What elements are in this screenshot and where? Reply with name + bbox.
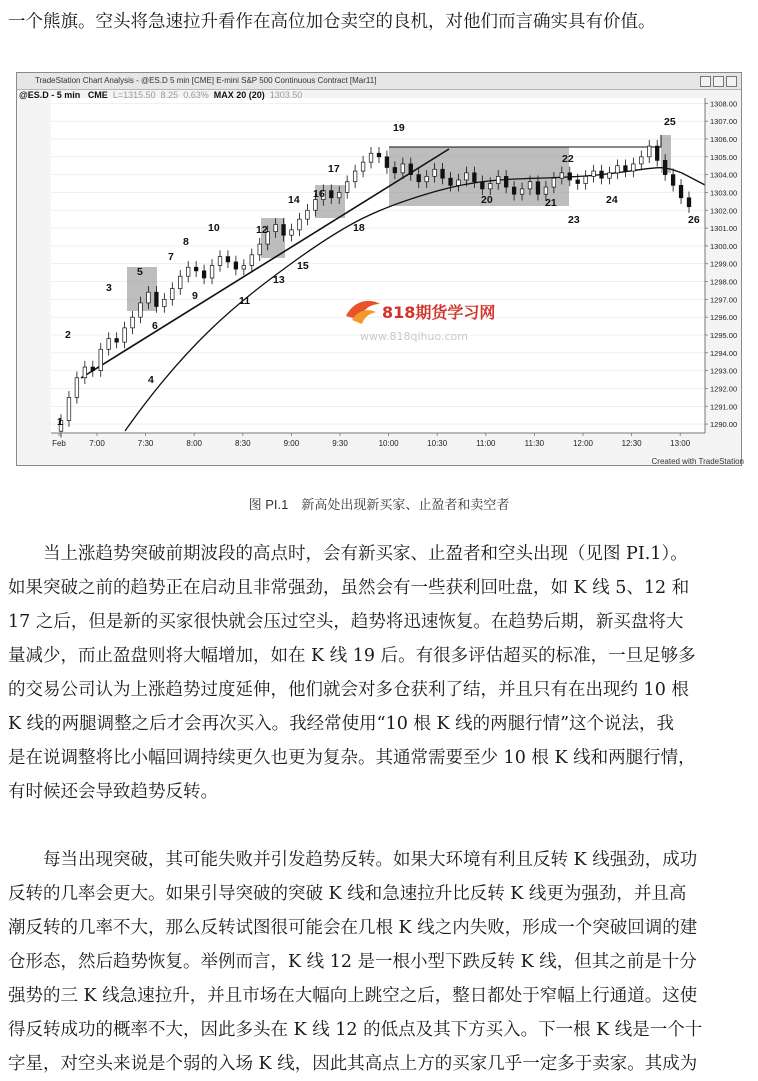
candle-body xyxy=(369,153,373,162)
text-line: 反转的几率会更大。如果引导突破的突破 K 线和急速拉升比反转 K 线更为强劲，并且高 xyxy=(8,884,687,904)
ma-value: 1303.50 xyxy=(269,90,303,100)
candle-body xyxy=(377,153,381,157)
body-paragraph xyxy=(8,843,750,1081)
minimize-icon[interactable] xyxy=(700,76,711,87)
candle-body xyxy=(163,299,167,306)
close-icon[interactable] xyxy=(726,76,737,87)
y-tick-label: 1293.00 xyxy=(710,366,738,376)
text-line: 有时候还会导致趋势反转。 xyxy=(8,782,218,802)
candle-body xyxy=(345,182,349,193)
candle-body xyxy=(290,230,294,235)
bar-label: 20 xyxy=(481,194,493,206)
candle-body xyxy=(178,276,182,288)
symbol-label: @ES.D - 5 min xyxy=(19,90,81,100)
y-tick-label: 1306.00 xyxy=(710,134,738,144)
x-tick-label: 11:30 xyxy=(524,439,545,448)
bar-label: 5 xyxy=(137,266,143,278)
change-value: 8.25 xyxy=(160,90,179,100)
candle-body xyxy=(298,219,302,230)
chart-figure xyxy=(16,72,742,466)
y-tick-label: 1299.00 xyxy=(710,259,738,269)
candle-body xyxy=(67,397,71,420)
watermark-url: www.818qihuo.com xyxy=(360,330,468,343)
chart-window-title: TradeStation Chart Analysis - @ES.D 5 min [CME] E-mini S&P 500 Continuous Contract [Mar11] xyxy=(35,76,377,85)
candle-body xyxy=(83,367,87,378)
candle-body xyxy=(218,257,222,266)
candle-body xyxy=(155,292,159,306)
candle-body xyxy=(663,160,667,174)
candle-body xyxy=(210,266,214,278)
candle-body xyxy=(186,267,190,276)
x-tick-label: 12:00 xyxy=(572,439,594,448)
bar-label: 21 xyxy=(545,197,557,209)
candle-body xyxy=(361,162,365,171)
bar-label: 23 xyxy=(568,214,580,226)
bar-label: 12 xyxy=(256,224,268,236)
candle-body xyxy=(473,173,477,182)
y-tick-label: 1296.00 xyxy=(710,313,738,323)
x-tick-label: 7:30 xyxy=(137,439,154,448)
candle-body xyxy=(417,175,421,182)
bar-label: 1 xyxy=(57,416,63,428)
x-tick-label: 9:30 xyxy=(332,439,348,448)
candle-body xyxy=(170,289,174,300)
bar-label: 19 xyxy=(393,122,405,134)
x-tick-label: 9:00 xyxy=(283,439,300,448)
body-paragraph xyxy=(8,537,750,809)
text-line: 量减少，而止盈盘则将大幅增加，如在 K 线 19 后。有很多评估超买的标准，一旦足够多 xyxy=(8,646,696,666)
chart-info-bar xyxy=(19,90,302,100)
candle-body xyxy=(425,176,429,181)
candle-body xyxy=(194,267,198,271)
candle-body xyxy=(226,257,230,262)
bar-label: 13 xyxy=(273,274,285,286)
bar-label: 14 xyxy=(288,194,300,206)
y-tick-label: 1301.00 xyxy=(710,224,738,234)
x-axis xyxy=(51,433,705,448)
chart-window-titlebar xyxy=(17,73,741,90)
bar-label: 24 xyxy=(606,194,618,206)
x-tick-label: 10:30 xyxy=(427,439,448,448)
candle-body xyxy=(258,244,262,255)
y-tick-label: 1308.00 xyxy=(710,99,738,109)
bar-label: 2 xyxy=(65,329,71,341)
candle-body xyxy=(528,182,532,189)
text-line: 如果突破之前的趋势正在启动且非常强劲，虽然会有一些获利回吐盘，如 K 线 5、12 和 xyxy=(8,578,690,598)
x-tick-label: 10:00 xyxy=(378,439,399,448)
figure-caption: 图 PI.1 新高处出现新买家、止盈者和卖空者 xyxy=(248,497,510,512)
candle-body xyxy=(353,171,357,182)
candle-body xyxy=(568,173,572,180)
candle-body xyxy=(329,191,333,198)
y-tick-label: 1303.00 xyxy=(710,188,738,198)
bar-label: 3 xyxy=(106,282,112,294)
x-tick-label: 12:30 xyxy=(621,439,642,448)
candle-body xyxy=(512,187,516,194)
candle-body xyxy=(75,378,79,398)
y-tick-label: 1291.00 xyxy=(710,402,738,412)
y-tick-label: 1305.00 xyxy=(710,152,738,162)
x-tick-label: 8:00 xyxy=(186,439,202,448)
candle-body xyxy=(337,192,341,197)
y-tick-label: 1297.00 xyxy=(710,295,738,305)
candle-body xyxy=(481,182,485,189)
bar-label: 18 xyxy=(353,222,365,234)
candle-body xyxy=(409,164,413,175)
text-line: 仓形态，然后趋势恢复。举例而言，K 线 12 是一根小型下跌反转 K 线，但其之前是十分 xyxy=(8,952,697,972)
candle-body xyxy=(433,169,437,176)
y-tick-label: 1307.00 xyxy=(710,117,738,127)
x-tick-label: Feb xyxy=(52,439,66,448)
candle-body xyxy=(242,266,246,270)
chart-credit: Created with TradeStation xyxy=(651,457,744,466)
candle-body xyxy=(536,182,540,194)
candle-body xyxy=(687,198,691,207)
candle-body xyxy=(544,187,548,194)
text-line: 强势的三 K 线急速拉升，并且市场在大幅向上跳空之后，整日都处于窄幅上行通道。这使 xyxy=(8,986,698,1006)
candle-body xyxy=(202,271,206,278)
candle-body xyxy=(647,146,651,157)
ma-label: MAX 20 (20) xyxy=(213,90,265,100)
candle-body xyxy=(679,185,683,197)
candle-body xyxy=(139,303,143,317)
candle-body xyxy=(107,339,111,350)
text-line: 字星，对空头来说是个弱的入场 K 线，因此其高点上方的买家几乎一定多于卖家。其成为 xyxy=(8,1054,698,1074)
bar-label: 17 xyxy=(328,163,340,175)
candle-body xyxy=(576,180,580,184)
y-tick-label: 1304.00 xyxy=(710,170,738,180)
candle-body xyxy=(385,157,389,168)
candle-body xyxy=(115,339,119,343)
bar-label: 11 xyxy=(239,295,251,307)
y-tick-label: 1290.00 xyxy=(710,420,738,430)
candle-body xyxy=(496,176,500,183)
candle-body xyxy=(640,157,644,164)
text-line: 潮反转的几率不大，那么反转试图很可能会在几根 K 线之内失败，形成一个突破回调的建 xyxy=(8,918,698,938)
candle-body xyxy=(504,176,508,187)
text-line: 的交易公司认为上涨趋势过度延伸，他们就会对多仓获利了结，并且只有在出现约 10 根 xyxy=(8,680,689,700)
bar-label: 8 xyxy=(183,236,189,248)
exchange-label: CME xyxy=(87,90,108,100)
text-line: 当上涨趋势突破前期波段的高点时，会有新买家、止盈者和空头出现（见图 PI.1）。 xyxy=(43,544,688,564)
candle-body xyxy=(123,328,127,342)
candle-body xyxy=(393,167,397,172)
bar-label: 10 xyxy=(208,222,220,234)
bar-label: 7 xyxy=(168,251,174,263)
text-line: 得反转成功的概率不大，因此多头在 K 线 12 的低点及其下方买入。下一根 K 线是一个十 xyxy=(8,1020,703,1040)
text-line: 每当出现突破，其可能失败并引发趋势反转。如果大环境有利且反转 K 线强劲，成功 xyxy=(43,850,698,870)
candle-body xyxy=(592,171,596,176)
candle-body xyxy=(234,262,238,269)
y-tick-label: 1292.00 xyxy=(710,384,738,394)
candle-body xyxy=(560,173,564,178)
y-tick-label: 1298.00 xyxy=(710,277,738,287)
x-tick-label: 8:30 xyxy=(235,439,251,448)
bar-label: 26 xyxy=(688,214,700,226)
candle-body xyxy=(282,225,286,236)
candle-body xyxy=(624,166,628,171)
text-line: K 线的两腿调整之后才会再次买入。我经常使用“10 根 K 线的两腿行情”这个说法，我 xyxy=(8,714,675,734)
candle-body xyxy=(91,367,95,371)
candle-body xyxy=(449,178,453,185)
top-text-line xyxy=(8,5,750,39)
bar-label: 9 xyxy=(192,290,198,302)
x-tick-label: 11:00 xyxy=(476,439,496,448)
candle-body xyxy=(131,317,135,328)
candle-body xyxy=(616,166,620,173)
candle-body xyxy=(441,169,445,178)
candle-body xyxy=(274,225,278,232)
candle-body xyxy=(632,164,636,171)
watermark-brand: 818期货学习网 xyxy=(382,303,496,322)
candle-body xyxy=(655,146,659,160)
candle-body xyxy=(147,292,151,303)
candle-body xyxy=(608,173,612,178)
bar-label: 6 xyxy=(152,320,158,332)
last-price: L=1315.50 xyxy=(112,90,156,100)
y-tick-label: 1295.00 xyxy=(710,330,738,340)
bar-label: 15 xyxy=(297,260,309,272)
change-percent: 0.63% xyxy=(183,90,209,100)
candle-body xyxy=(401,164,405,173)
candle-body xyxy=(671,175,675,186)
candle-body xyxy=(99,349,103,370)
text-line: 17 之后，但是新的买家很快就会压过空头，趋势将迅速恢复。在趋势后期，新买盘将大 xyxy=(8,612,684,632)
x-tick-label: 7:00 xyxy=(89,439,105,448)
bar-label: 25 xyxy=(664,116,676,128)
candle-body xyxy=(552,178,556,187)
text-line: 一个熊旗。空头将急速拉升看作在高位加仓卖空的良机，对他们而言确实具有价值。 xyxy=(8,12,656,32)
y-tick-label: 1302.00 xyxy=(710,206,738,216)
candle-body xyxy=(584,176,588,183)
y-tick-label: 1300.00 xyxy=(710,241,738,251)
candle-body xyxy=(520,189,524,194)
watermark-logo xyxy=(340,290,520,350)
bar-label: 16 xyxy=(313,188,325,200)
y-axis xyxy=(705,98,737,433)
maximize-icon[interactable] xyxy=(713,76,724,87)
candle-body xyxy=(250,255,254,266)
candle-body xyxy=(306,210,310,219)
candle-body xyxy=(488,184,492,189)
bar-label: 22 xyxy=(562,153,574,165)
candle-body xyxy=(457,180,461,185)
y-tick-label: 1294.00 xyxy=(710,348,738,358)
text-line: 是在说调整将比小幅回调持续更久也更为复杂。其通常需要至少 10 根 K 线和两腿行情， xyxy=(8,748,696,768)
candle-body xyxy=(600,171,604,178)
candle-body xyxy=(465,173,469,180)
chart-canvas xyxy=(17,73,741,465)
x-tick-label: 13:00 xyxy=(670,439,691,448)
bar-label: 4 xyxy=(148,374,154,386)
candle-body xyxy=(314,200,318,211)
